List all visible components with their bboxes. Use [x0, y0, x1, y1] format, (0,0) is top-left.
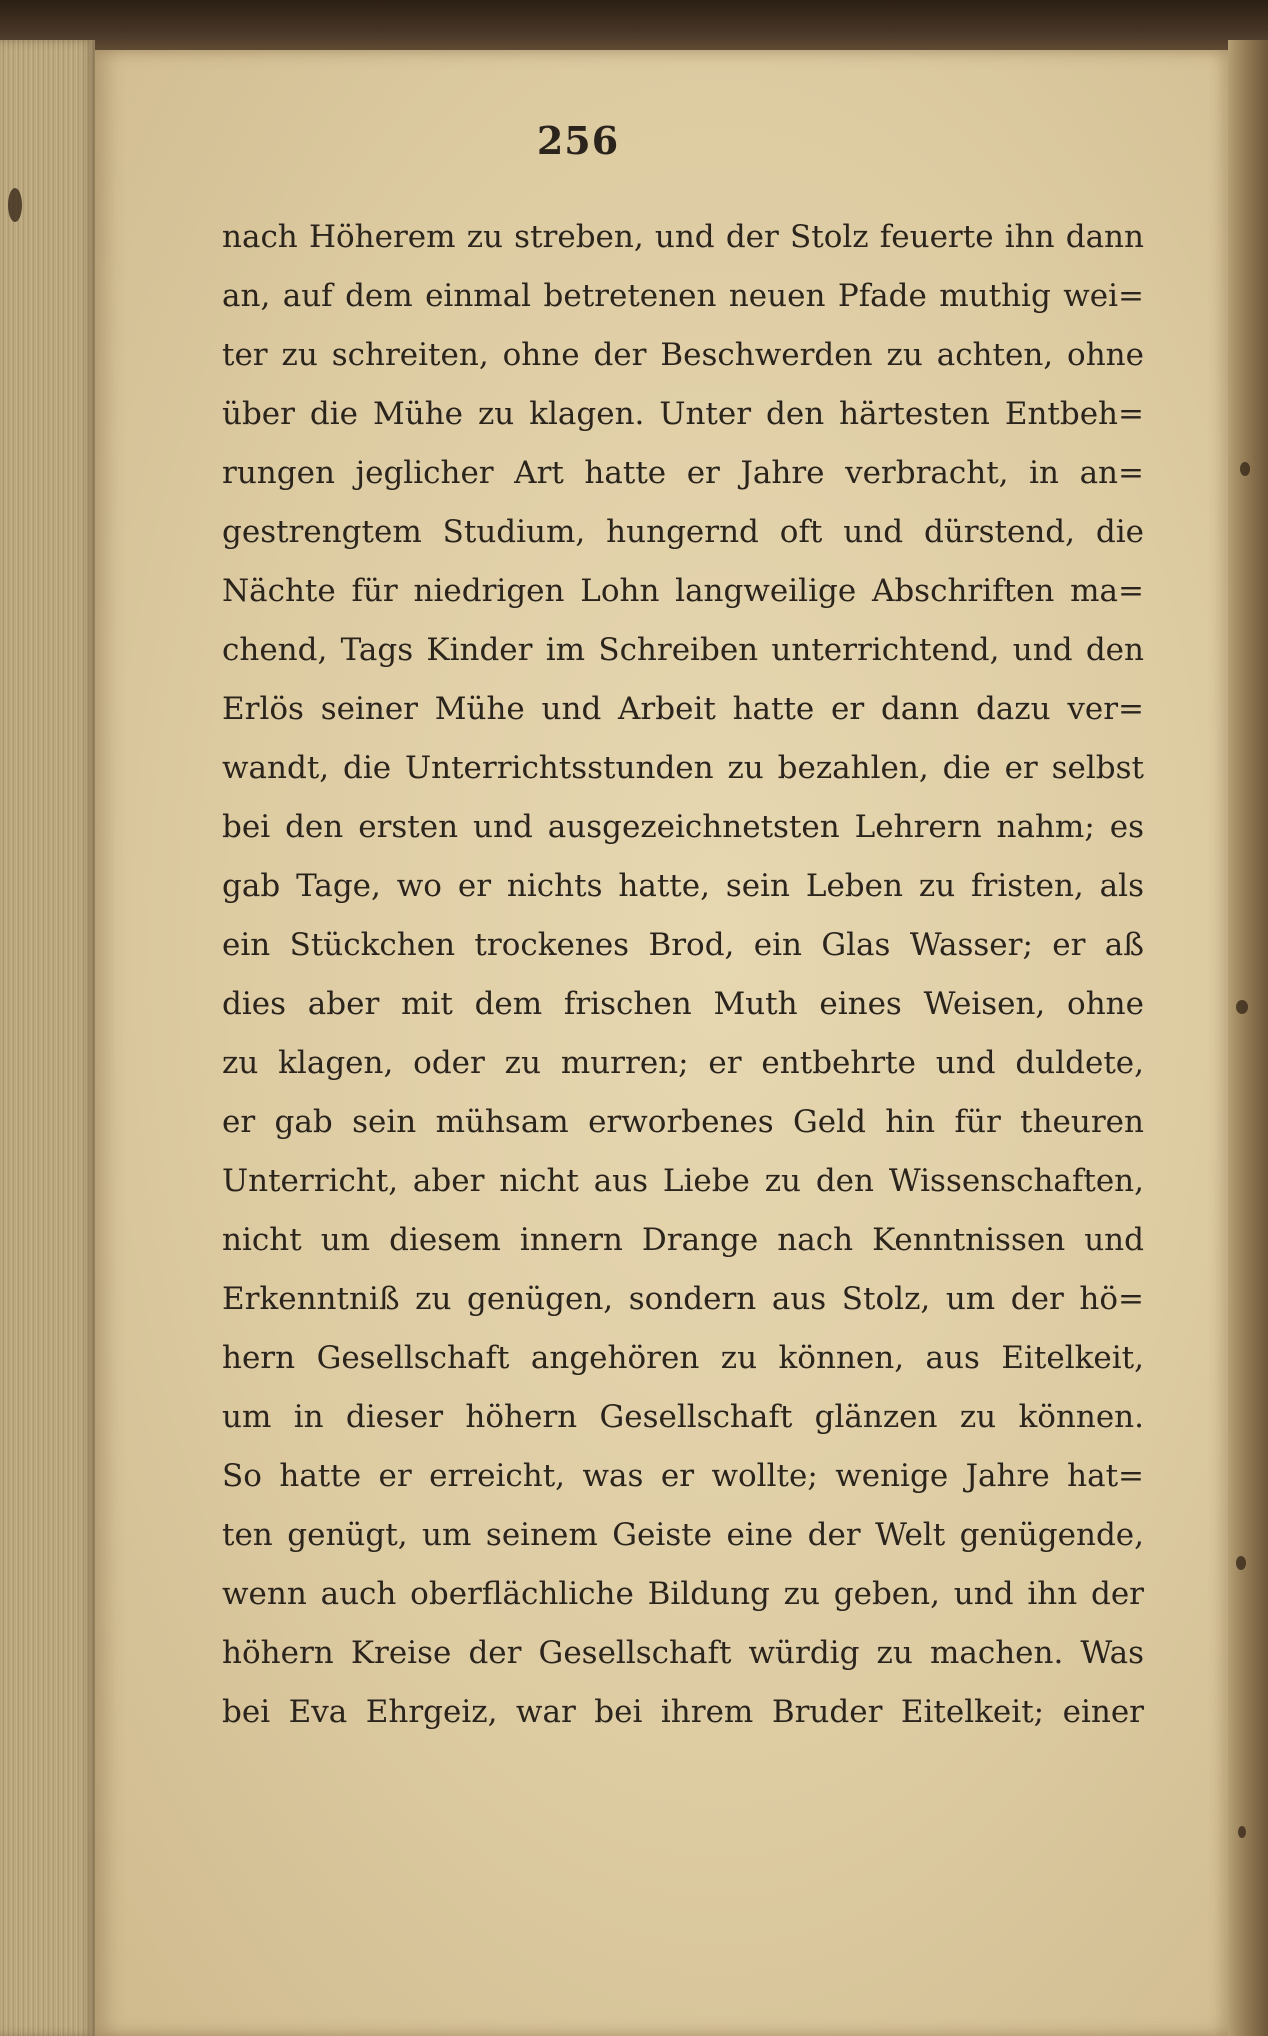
text-line: über die Mühe zu klagen. Unter den härtesten Entbeh= [222, 396, 1144, 432]
page-edges-left [0, 40, 95, 2036]
page-number: 256 [536, 118, 620, 163]
text-line: Unterricht, aber nicht aus Liebe zu den Wissenschaften, [222, 1163, 1144, 1199]
text-line: dies aber mit dem frischen Muth eines Weisen, ohne [222, 986, 1144, 1022]
text-line: Nächte für niedrigen Lohn langweilige Abschriften ma= [222, 573, 1144, 609]
foxing-spot [1240, 462, 1250, 476]
text-line: chend, Tags Kinder im Schreiben unterrichtend, und den [222, 632, 1144, 668]
foxing-spot [8, 188, 22, 222]
foxing-spot [1236, 1000, 1248, 1014]
text-line: nicht um diesem innern Drange nach Kenntnissen und [222, 1222, 1144, 1258]
text-line: hern Gesellschaft angehören zu können, aus Eitelkeit, [222, 1340, 1144, 1376]
text-line: Erlös seiner Mühe und Arbeit hatte er dann dazu ver= [222, 691, 1144, 727]
foxing-spot [1238, 1826, 1246, 1838]
text-line: wandt, die Unterrichtsstunden zu bezahlen, die er selbst [222, 750, 1144, 786]
text-line: gab Tage, wo er nichts hatte, sein Leben zu fristen, als [222, 868, 1144, 904]
text-line: bei den ersten und ausgezeichnetsten Lehrern nahm; es [222, 809, 1144, 845]
text-line: rungen jeglicher Art hatte er Jahre verbracht, in an= [222, 455, 1144, 491]
text-line: um in dieser höhern Gesellschaft glänzen zu können. [222, 1399, 1144, 1435]
text-line: gestrengtem Studium, hungernd oft und dürstend, die [222, 514, 1144, 550]
foxing-spot [1236, 1556, 1246, 1570]
text-line: nach Höherem zu streben, und der Stolz feuerte ihn dann [222, 219, 1144, 255]
text-line: er gab sein mühsam erworbenes Geld hin für theuren [222, 1104, 1144, 1140]
text-line: ein Stückchen trockenes Brod, ein Glas Wasser; er aß [222, 927, 1144, 963]
page-edge-right [1228, 40, 1268, 2036]
text-line: So hatte er erreicht, was er wollte; wenige Jahre hat= [222, 1458, 1144, 1494]
text-line: ter zu schreiten, ohne der Beschwerden zu achten, ohne [222, 337, 1144, 373]
text-line: zu klagen, oder zu murren; er entbehrte und duldete, [222, 1045, 1144, 1081]
text-line: höhern Kreise der Gesellschaft würdig zu machen. Was [222, 1635, 1144, 1671]
text-line: bei Eva Ehrgeiz, war bei ihrem Bruder Eitelkeit; einer [222, 1694, 1144, 1730]
text-line: ten genügt, um seinem Geiste eine der Welt genügende, [222, 1517, 1144, 1553]
text-line: Erkenntniß zu genügen, sondern aus Stolz, um der hö= [222, 1281, 1144, 1317]
text-line: wenn auch oberflächliche Bildung zu geben, und ihn der [222, 1576, 1144, 1612]
text-line: an, auf dem einmal betretenen neuen Pfade muthig wei= [222, 278, 1144, 314]
body-text [222, 208, 1144, 1742]
